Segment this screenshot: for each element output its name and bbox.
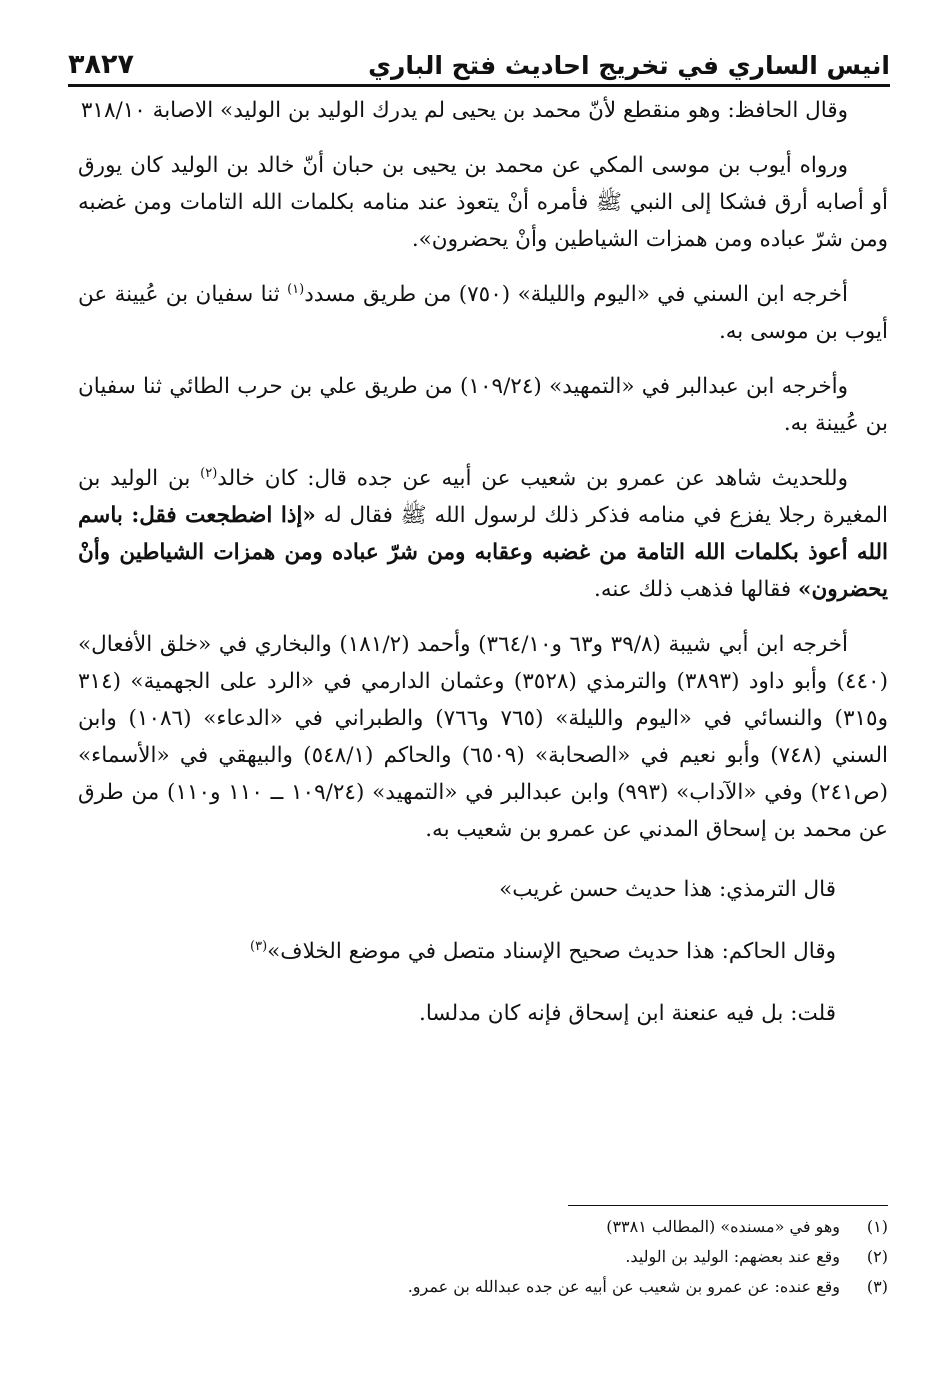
footnote-1: [78, 1212, 888, 1242]
paragraph-5-text-c: فقالها فذهب ذلك عنه.: [594, 577, 799, 602]
main-text: [78, 92, 888, 1052]
quote-tirmidhi: قال الترمذي: هذا حديث حسن غريب»: [499, 877, 836, 902]
hadith-text: «إذا اضطجعت فقل: باسم الله أعوذ بكلمات الله التامة من غضبه وعقابه ومن شرّ عباده ومن همزات الشياطين وأنْ يحضرون»: [78, 503, 888, 602]
paragraph-5-text-a: وللحديث شاهد عن عمرو بن شعيب عن أبيه عن جده قال: كان خالد: [217, 466, 848, 491]
quote-hakim: [78, 928, 888, 976]
paragraph-3-text-b: ثنا سفيان بن عُيينة عن أيوب بن موسى به.: [78, 282, 888, 344]
paragraph-4: وأخرجه ابن عبدالبر في «التمهيد» (١٠٩/٢٤) من طريق علي بن حرب الطائي ثنا سفيان بن عُيينة به.: [78, 374, 888, 436]
paragraph-3-text-a: أخرجه ابن السني في «اليوم والليلة» (٧٥٠) من طريق مسدد: [304, 282, 849, 307]
footnote-number: (٢): [866, 1247, 888, 1266]
footnote-number: (١): [866, 1217, 888, 1236]
page-number: ٣٨٢٧: [68, 49, 134, 80]
footnote-2: [78, 1242, 888, 1272]
paragraph-5-text-b: بن الوليد بن المغيرة رجلا يفزع في منامه فذكر ذلك لرسول الله ﷺ فقال له: [78, 466, 888, 528]
paragraph-2: ورواه أيوب بن موسى المكي عن محمد بن يحيى بن حبان أنّ خالد بن الوليد كان يورق أو أصابه أرق فشكا إلى النبي ﷺ فأمره أنْ يتعوذ عند منامه بكلمات الله التامات ومن غضبه ومن شرّ عباده ومن همزات الشياطين وأنْ يحضرون».: [78, 153, 888, 252]
paragraph-3: [78, 276, 888, 350]
footnote-text: وقع عند بعضهم: الوليد بن الوليد.: [625, 1247, 840, 1266]
footnote-text: وقع عنده: عن عمرو بن شعيب عن أبيه عن جده عبدالله بن عمرو.: [407, 1277, 840, 1296]
quote-author: قلت: بل فيه عنعنة ابن إسحاق فإنه كان مدلسا.: [419, 1001, 836, 1026]
footnote-3: [78, 1272, 888, 1302]
footnote-ref-1: (١): [287, 281, 305, 297]
footnote-number: (٣): [866, 1277, 888, 1296]
paragraph-6: أخرجه ابن أبي شيبة (٣٩/٨ و٦٣ و٣٦٤/١٠) وأحمد (١٨١/٢) والبخاري في «خلق الأفعال» (٤٤٠) وأبو داود (٣٨٩٣) والترمذي (٣٥٢٨) وعثمان الدارمي في «الرد على الجهمية» (٣١٤ و٣١٥) والنسائي في «اليوم والليلة» (٧٦٥ و٧٦٦) والطبراني في «الدعاء» (١٠٨٦) وابن السني (٧٤٨) وأبو نعيم في «الصحابة» (٦٥٠٩) والحاكم (٥٤٨/١) والبيهقي في «الأسماء» (ص٢٤١) وفي «الآداب» (٩٩٣) وابن عبدالبر في «التمهيد» (١٠٩/٢٤ ــ ١١٠ و١١٠) من طرق عن محمد بن إسحاق المدني عن عمرو بن شعيب به.: [78, 632, 888, 842]
footnote-ref-2: (٢): [200, 465, 218, 481]
book-title: انيس الساري في تخريج احاديث فتح الباري: [368, 51, 890, 80]
paragraph-5: [78, 460, 888, 608]
page-header: [68, 40, 890, 87]
quote-hakim-text: وقال الحاكم: هذا حديث صحيح الإسناد متصل في موضع الخلاف»: [267, 939, 836, 964]
footnote-divider: [568, 1205, 888, 1206]
footnote-text: وهو في «مسنده» (المطالب ٣٣٨١): [606, 1217, 840, 1236]
paragraph-1: وقال الحافظ: وهو منقطع لأنّ محمد بن يحيى لم يدرك الوليد بن الوليد» الاصابة ٣١٨/١٠: [80, 98, 848, 123]
footnotes: [78, 1205, 888, 1302]
footnote-ref-3: (٣): [250, 938, 268, 954]
